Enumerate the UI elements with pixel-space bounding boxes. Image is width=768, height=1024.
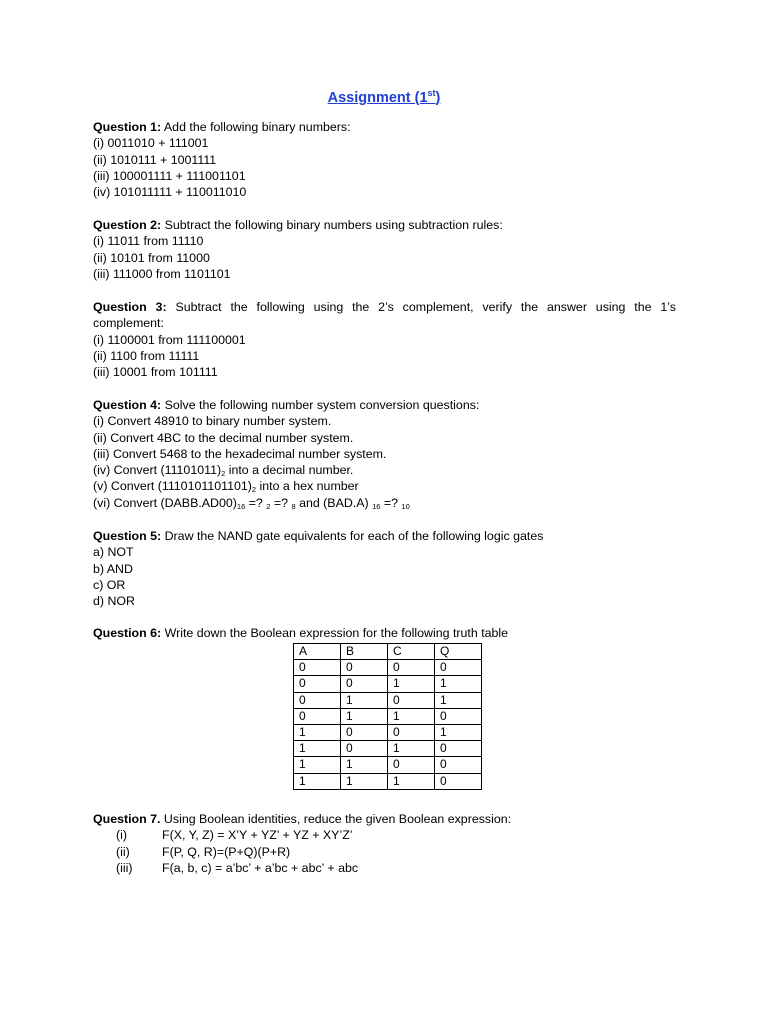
list-item: (iii) Convert 5468 to the hexadecimal number system. bbox=[93, 446, 387, 461]
list-item: (ii) 1100 from 11111 bbox=[93, 348, 200, 363]
table-cell: 1 bbox=[388, 741, 435, 757]
question-5-heading bbox=[93, 528, 676, 544]
base-subscript: 10 bbox=[401, 501, 410, 511]
question-6-heading bbox=[93, 625, 676, 641]
truth-table bbox=[293, 643, 482, 790]
list-item: b) AND bbox=[93, 561, 133, 576]
question-2-heading bbox=[93, 217, 676, 233]
item-text: (iv) Convert (11101011) bbox=[93, 463, 222, 478]
boolean-expression: F(a, b, c) = a’bc’ + a’bc + abc’ + abc bbox=[162, 860, 359, 875]
list-item: (i) 1100001 from 111100001 bbox=[93, 332, 246, 347]
question-2 bbox=[93, 217, 676, 282]
question-6-label: Question 6: bbox=[93, 626, 162, 640]
list-item: (ii) Convert 4BC to the decimal number system. bbox=[93, 430, 354, 445]
table-cell: 1 bbox=[388, 708, 435, 724]
base-subscript: 8 bbox=[291, 501, 296, 511]
question-3 bbox=[93, 299, 676, 380]
item-number: (iii) bbox=[116, 860, 133, 875]
list-item: (iii) 100001111 + 111001101 bbox=[93, 168, 246, 183]
list-item: (iii) 111000 from 1101101 bbox=[93, 266, 231, 281]
base-subscript: 16 bbox=[372, 501, 381, 511]
table-cell: 1 bbox=[341, 757, 388, 773]
question-3-heading bbox=[93, 299, 676, 315]
item-number: (i) bbox=[116, 828, 128, 843]
table-row bbox=[294, 676, 482, 692]
table-header-cell: A bbox=[294, 644, 341, 660]
table-cell: 1 bbox=[294, 757, 341, 773]
table-header-cell: B bbox=[341, 644, 388, 660]
boolean-expression: F(P, Q, R)=(P+Q)(P+R) bbox=[162, 844, 291, 859]
item-text: =? bbox=[270, 495, 292, 510]
base-subscript: 2 bbox=[251, 485, 257, 495]
table-cell: 0 bbox=[435, 708, 482, 724]
list-item: (i) 11011 from 11110 bbox=[93, 234, 204, 249]
list-item: (iv) 101011111 + 110011010 bbox=[93, 185, 247, 200]
table-cell: 0 bbox=[341, 660, 388, 676]
question-3-text: Subtract the following using the 2’s complement, verify the answer using the 1’s bbox=[166, 300, 676, 314]
question-4 bbox=[93, 397, 676, 511]
question-3-text-continued: complement: bbox=[93, 316, 164, 331]
question-5 bbox=[93, 528, 676, 609]
list-item: (i) Convert 48910 to binary number system. bbox=[93, 414, 332, 429]
list-item bbox=[93, 495, 676, 511]
item-number: (ii) bbox=[116, 844, 130, 859]
table-cell: 1 bbox=[341, 708, 388, 724]
table-cell: 0 bbox=[388, 724, 435, 740]
table-cell: 1 bbox=[435, 692, 482, 708]
item-text: into a decimal number. bbox=[225, 463, 354, 478]
table-cell: 0 bbox=[435, 660, 482, 676]
list-item bbox=[93, 860, 511, 876]
table-cell: 0 bbox=[294, 692, 341, 708]
table-cell: 1 bbox=[341, 773, 388, 789]
question-6 bbox=[93, 625, 676, 641]
item-text: (v) Convert (1110101101101) bbox=[93, 479, 252, 494]
table-cell: 0 bbox=[435, 773, 482, 789]
table-row bbox=[294, 692, 482, 708]
question-1 bbox=[93, 119, 676, 200]
list-item: a) NOT bbox=[93, 545, 134, 560]
table-row bbox=[294, 741, 482, 757]
table-cell: 1 bbox=[435, 676, 482, 692]
table-row bbox=[294, 757, 482, 773]
table-cell: 0 bbox=[435, 757, 482, 773]
boolean-expression: F(X, Y, Z) = X’Y + YZ’ + YZ + XY’Z’ bbox=[162, 828, 353, 843]
page-title bbox=[0, 88, 768, 106]
item-text: =? bbox=[245, 495, 267, 510]
question-1-label: Question 1: bbox=[93, 120, 162, 134]
question-5-label: Question 5: bbox=[93, 529, 162, 543]
question-5-text: Draw the NAND gate equivalents for each of the following logic gates bbox=[161, 529, 544, 543]
list-item: c) OR bbox=[93, 577, 126, 592]
question-6-text: Write down the Boolean expression for the following truth table bbox=[161, 626, 509, 640]
question-1-heading bbox=[93, 119, 676, 135]
question-4-heading bbox=[93, 397, 676, 413]
list-item bbox=[93, 844, 511, 860]
table-row bbox=[294, 708, 482, 724]
table-cell: 0 bbox=[341, 676, 388, 692]
question-4-text: Solve the following number system conversion questions: bbox=[161, 398, 480, 412]
question-4-label: Question 4: bbox=[93, 398, 162, 412]
item-text: and (BAD.A) bbox=[295, 495, 373, 510]
title-text: Assignment (1 bbox=[327, 89, 428, 106]
item-text: into a hex number bbox=[256, 479, 359, 494]
table-row bbox=[294, 724, 482, 740]
list-item: (ii) 10101 from 11000 bbox=[93, 250, 210, 265]
list-item: (iii) 10001 from 101111 bbox=[93, 365, 218, 380]
list-item: d) NOR bbox=[93, 594, 135, 609]
table-cell: 0 bbox=[388, 660, 435, 676]
item-text: =? bbox=[380, 495, 402, 510]
table-cell: 0 bbox=[388, 692, 435, 708]
base-subscript: 2 bbox=[221, 469, 226, 479]
table-header-row bbox=[294, 644, 482, 660]
question-3-label: Question 3: bbox=[93, 300, 167, 314]
table-header-cell: Q bbox=[435, 644, 482, 660]
list-item bbox=[93, 478, 676, 494]
table-cell: 1 bbox=[388, 676, 435, 692]
table-cell: 1 bbox=[294, 741, 341, 757]
table-cell: 1 bbox=[294, 773, 341, 789]
table-row bbox=[294, 773, 482, 789]
table-cell: 0 bbox=[341, 724, 388, 740]
table-cell: 0 bbox=[294, 660, 341, 676]
question-7-text: Using Boolean identities, reduce the given Boolean expression: bbox=[160, 812, 512, 826]
table-header-cell: C bbox=[388, 644, 435, 660]
table-row bbox=[294, 660, 482, 676]
list-item: (ii) 1010111 + 1001111 bbox=[93, 152, 217, 167]
base-subscript: 16 bbox=[236, 501, 246, 511]
question-7-heading bbox=[93, 811, 511, 827]
table-cell: 1 bbox=[294, 724, 341, 740]
title-close: ) bbox=[435, 89, 441, 106]
question-2-label: Question 2: bbox=[93, 218, 162, 232]
table-cell: 0 bbox=[388, 757, 435, 773]
table-cell: 1 bbox=[341, 692, 388, 708]
question-7 bbox=[93, 811, 511, 876]
table-cell: 0 bbox=[294, 676, 341, 692]
table-cell: 1 bbox=[388, 773, 435, 789]
table-cell: 0 bbox=[435, 741, 482, 757]
list-item bbox=[93, 462, 676, 478]
table-cell: 0 bbox=[341, 741, 388, 757]
title-superscript: st bbox=[427, 88, 436, 98]
question-2-text: Subtract the following binary numbers using subtraction rules: bbox=[161, 218, 503, 232]
base-subscript: 2 bbox=[266, 501, 271, 511]
table-cell: 1 bbox=[435, 724, 482, 740]
question-1-text: Add the following binary numbers: bbox=[161, 120, 351, 134]
table-cell: 0 bbox=[294, 708, 341, 724]
list-item: (i) 0011010 + 111001 bbox=[93, 136, 209, 151]
question-7-label: Question 7. bbox=[93, 812, 161, 826]
list-item bbox=[93, 827, 511, 843]
item-text: (vi) Convert (DABB.AD00) bbox=[93, 495, 237, 510]
